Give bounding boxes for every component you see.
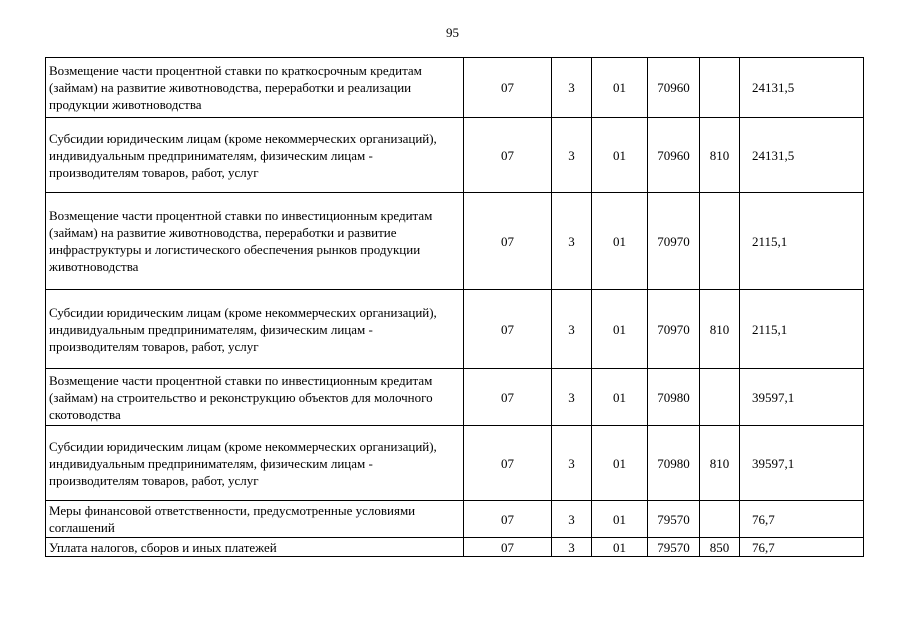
row-target-code: 70960	[648, 118, 700, 193]
row-program-code: 01	[592, 501, 648, 538]
row-description: Субсидии юридическим лицам (кроме некоммерческих организаций), индивидуальным предпринимателям, физическим лицам - производителям товаров, работ, услуг	[46, 426, 464, 501]
row-description: Возмещение части процентной ставки по инвестиционным кредитам (займам) на развитие животноводства, переработки и развитие инфраструктуры и логистического обеспечения рынков продукции животноводства	[46, 193, 464, 290]
row-expense-type-code: 850	[700, 538, 740, 557]
row-expense-type-code	[700, 193, 740, 290]
row-amount: 24131,5	[740, 58, 864, 118]
row-program-code: 01	[592, 426, 648, 501]
row-section-code: 07	[464, 58, 552, 118]
row-expense-type-code: 810	[700, 290, 740, 369]
row-section-code: 07	[464, 501, 552, 538]
row-target-code: 70960	[648, 58, 700, 118]
table-row	[46, 58, 864, 118]
row-subsection-code: 3	[552, 426, 592, 501]
row-target-code: 79570	[648, 501, 700, 538]
row-subsection-code: 3	[552, 501, 592, 538]
row-expense-type-code	[700, 369, 740, 426]
row-description: Субсидии юридическим лицам (кроме некоммерческих организаций), индивидуальным предпринимателям, физическим лицам - производителям товаров, работ, услуг	[46, 118, 464, 193]
row-program-code: 01	[592, 118, 648, 193]
row-subsection-code: 3	[552, 538, 592, 557]
row-amount: 24131,5	[740, 118, 864, 193]
row-amount: 39597,1	[740, 369, 864, 426]
row-description: Субсидии юридическим лицам (кроме некоммерческих организаций), индивидуальным предпринимателям, физическим лицам - производителям товаров, работ, услуг	[46, 290, 464, 369]
row-description: Возмещение части процентной ставки по инвестиционным кредитам (займам) на строительство и реконструкцию объектов для молочного скотоводства	[46, 369, 464, 426]
table-row	[46, 501, 864, 538]
row-amount: 2115,1	[740, 193, 864, 290]
row-program-code: 01	[592, 193, 648, 290]
row-expense-type-code	[700, 58, 740, 118]
row-description: Возмещение части процентной ставки по краткосрочным кредитам (займам) на развитие животноводства, переработки и реализации продукции животноводства	[46, 58, 464, 118]
row-section-code: 07	[464, 118, 552, 193]
row-description: Меры финансовой ответственности, предусмотренные условиями соглашений	[46, 501, 464, 538]
row-program-code: 01	[592, 58, 648, 118]
page-number: 95	[446, 25, 459, 40]
row-program-code: 01	[592, 369, 648, 426]
row-amount: 2115,1	[740, 290, 864, 369]
row-amount: 39597,1	[740, 426, 864, 501]
table-row	[46, 538, 864, 557]
row-subsection-code: 3	[552, 193, 592, 290]
row-section-code: 07	[464, 538, 552, 557]
row-expense-type-code: 810	[700, 426, 740, 501]
row-subsection-code: 3	[552, 369, 592, 426]
row-target-code: 70980	[648, 426, 700, 501]
row-program-code: 01	[592, 290, 648, 369]
row-section-code: 07	[464, 193, 552, 290]
row-subsection-code: 3	[552, 58, 592, 118]
table-row	[46, 118, 864, 193]
row-section-code: 07	[464, 369, 552, 426]
table-row	[46, 369, 864, 426]
row-description: Уплата налогов, сборов и иных платежей	[46, 538, 464, 557]
row-target-code: 70970	[648, 193, 700, 290]
table-body	[46, 58, 864, 557]
row-subsection-code: 3	[552, 290, 592, 369]
row-subsection-code: 3	[552, 118, 592, 193]
table-row	[46, 426, 864, 501]
row-expense-type-code: 810	[700, 118, 740, 193]
row-section-code: 07	[464, 426, 552, 501]
row-target-code: 79570	[648, 538, 700, 557]
row-amount: 76,7	[740, 501, 864, 538]
budget-table	[45, 57, 864, 557]
row-target-code: 70970	[648, 290, 700, 369]
table-row	[46, 290, 864, 369]
row-amount: 76,7	[740, 538, 864, 557]
row-section-code: 07	[464, 290, 552, 369]
row-target-code: 70980	[648, 369, 700, 426]
row-expense-type-code	[700, 501, 740, 538]
row-program-code: 01	[592, 538, 648, 557]
table-row	[46, 193, 864, 290]
